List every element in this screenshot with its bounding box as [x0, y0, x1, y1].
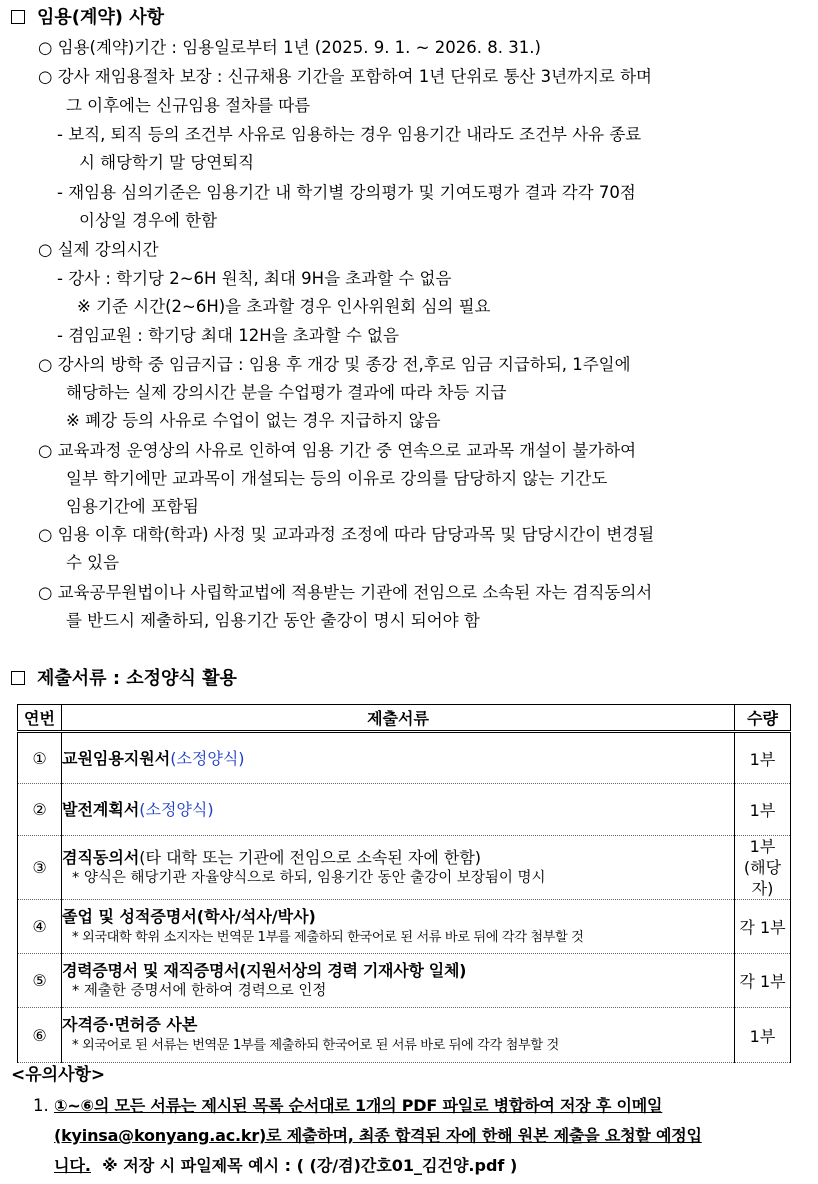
quantity: 1부 — [735, 784, 791, 836]
list-item: - 겸임교원 : 학기당 최대 12H을 초과할 수 없음 — [57, 326, 399, 345]
circle-marker: ○ — [38, 67, 53, 86]
list-item: ○ 임용 이후 대학(학과) 사정 및 교과과정 조정에 따라 담당과목 및 담당시간이 변경될 — [38, 525, 655, 544]
form-label: (소정양식) — [170, 748, 245, 768]
list-item: - 강사 : 학기당 2~6H 원칙, 최대 9H을 초과할 수 없음 — [57, 269, 452, 288]
quantity: 각 1부 — [735, 954, 791, 1008]
document-note: * 외국어로 된 서류는 번역문 1부를 제출하되 한국어로 된 서류 바로 뒤에 각각 첨부할 것 — [72, 1038, 559, 1053]
quantity: 1부 — [735, 1008, 791, 1063]
table-row — [18, 836, 791, 900]
circle-marker: ○ — [38, 38, 53, 57]
document-note: * 양식은 해당기관 자율양식으로 하되, 임용기간 동안 출강이 보장됨이 명시 — [72, 869, 546, 886]
list-item-continuation: 그 이후에는 신규임용 절차를 따름 — [66, 96, 311, 115]
quantity-condition: (해당자) — [743, 858, 782, 898]
list-item: ○ 강사 재임용절차 보장 : 신규채용 기간을 포함하여 1년 단위로 통산 3년까지로 하며 — [38, 67, 652, 86]
list-item: - 재임용 심의기준은 임용기간 내 학기별 강의평가 및 기여도평가 결과 각각 70점 — [57, 183, 636, 202]
circle-marker: ○ — [38, 583, 53, 602]
dash-marker: - — [57, 183, 63, 202]
table-row — [18, 784, 791, 836]
circle-marker: ○ — [38, 240, 53, 259]
circle-marker: ○ — [38, 525, 53, 544]
dash-marker: - — [57, 269, 63, 288]
column-header-document: 제출서류 — [62, 705, 735, 732]
dash-marker: - — [57, 326, 63, 345]
document-name: 겸직동의서 — [62, 847, 140, 867]
list-item-note: ※ 폐강 등의 사유로 수업이 없는 경우 지급하지 않음 — [66, 411, 441, 430]
circle-marker: ○ — [38, 441, 53, 460]
form-label: (소정양식) — [139, 800, 214, 819]
list-item-continuation: 시 해당학기 말 당연퇴직 — [79, 153, 255, 172]
list-item: - 보직, 퇴직 등의 조건부 사유로 임용하는 경우 임용기간 내라도 조건부 사유 종료 — [57, 125, 642, 144]
row-number: ⑥ — [18, 1008, 62, 1063]
document-cell — [62, 836, 735, 900]
document-cell — [62, 900, 735, 954]
document-cell — [62, 732, 735, 784]
document-note: * 제출한 증명서에 한하여 경력으로 인정 — [72, 982, 327, 999]
quantity: 1부 — [735, 732, 791, 784]
list-item: ○ 교육공무원법이나 사립학교법에 적용받는 기관에 전임으로 소속된 자는 겸직동의서 — [38, 583, 653, 602]
section1-heading: 임용(계약) 사항 — [11, 7, 164, 29]
document-cell — [62, 784, 735, 836]
row-number: ④ — [18, 900, 62, 954]
document-name: 자격증·면허증 사본 — [62, 1015, 198, 1034]
table-row — [18, 1008, 791, 1063]
row-number: ① — [18, 732, 62, 784]
list-item: ○ 강사의 방학 중 임금지급 : 임용 후 개강 및 종강 전,후로 임금 지급하되, 1주일에 — [38, 355, 631, 374]
list-item-continuation: 임용기간에 포함됨 — [66, 497, 199, 516]
row-number: ② — [18, 784, 62, 836]
list-item-continuation: 해당하는 실제 강의시간 분을 수업평가 결과에 따라 차등 지급 — [66, 383, 507, 402]
list-item-continuation: 를 반드시 제출하되, 임용기간 동안 출강이 명시 되어야 함 — [66, 611, 480, 630]
column-header-quantity: 수량 — [735, 705, 791, 732]
column-header-no: 연번 — [18, 705, 62, 732]
document-condition: (타 대학 또는 기관에 전임으로 소속된 자에 한함) — [139, 847, 482, 867]
row-number: ⑤ — [18, 954, 62, 1008]
quantity: 1부 (해당자) — [735, 836, 791, 900]
list-item-continuation: 일부 학기에만 교과목이 개설되는 등의 이유로 강의를 담당하지 않는 기간도 — [66, 469, 608, 488]
document-name: 발전계획서 — [62, 800, 140, 819]
document-name: 경력증명서 및 재직증명서(지원서상의 경력 기재사항 일체) — [62, 960, 467, 980]
table-row — [18, 732, 791, 784]
list-item: ○ 교육과정 운영상의 사유로 인하여 임용 기간 중 연속으로 교과목 개설이 불가하여 — [38, 441, 637, 460]
notice-heading: <유의사항> — [11, 1065, 106, 1085]
circle-marker: ○ — [38, 355, 53, 374]
list-item: ※ 기준 시간(2~6H)을 초과할 경우 인사위원회 심의 필요 — [77, 297, 491, 316]
table-row — [18, 900, 791, 954]
notice-item-number: 1. — [33, 1096, 49, 1115]
document-cell — [62, 1008, 735, 1063]
file-name-example: ※ 저장 시 파일제목 예시 : ( (강/겸)간호01_김건양.pdf ) — [102, 1156, 518, 1175]
list-item-continuation: 수 있음 — [66, 553, 120, 572]
documents-table — [17, 704, 791, 1063]
checkbox-square-icon — [11, 671, 25, 685]
notice-email-line: (kyinsa@konyang.ac.kr)로 제출하며, 최종 합격된 자에 한해 원본 제출을 요청할 예정입 — [54, 1126, 702, 1145]
list-item: ○ 실제 강의시간 — [38, 240, 159, 259]
dash-marker: - — [57, 125, 63, 144]
list-item-continuation: 이상일 경우에 한함 — [79, 211, 218, 230]
reference-mark: ※ — [77, 297, 91, 316]
notice-line: 니다. ※ 저장 시 파일제목 예시 : ( (강/겸)간호01_김건양.pdf ) — [54, 1156, 518, 1175]
quantity: 각 1부 — [735, 900, 791, 954]
section2-heading: 제출서류 : 소정양식 활용 — [11, 668, 237, 690]
document-cell — [62, 954, 735, 1008]
checkbox-square-icon — [11, 10, 25, 24]
table-header-row — [18, 705, 791, 732]
document-note: * 외국대학 학위 소지자는 번역문 1부를 제출하되 한국어로 된 서류 바로 뒤에 각각 첨부할 것 — [72, 929, 584, 945]
table-row — [18, 954, 791, 1008]
document-name: 교원임용지원서 — [62, 748, 171, 768]
document-name: 졸업 및 성적증명서(학사/석사/박사) — [62, 906, 316, 926]
notice-line: ①~⑥의 모든 서류는 제시된 목록 순서대로 1개의 PDF 파일로 병합하여 저장 후 이메일 — [54, 1096, 663, 1115]
row-number: ③ — [18, 836, 62, 900]
list-item: ○ 임용(계약)기간 : 임용일로부터 1년 (2025. 9. 1. ~ 2026. 8. 31.) — [38, 38, 541, 57]
